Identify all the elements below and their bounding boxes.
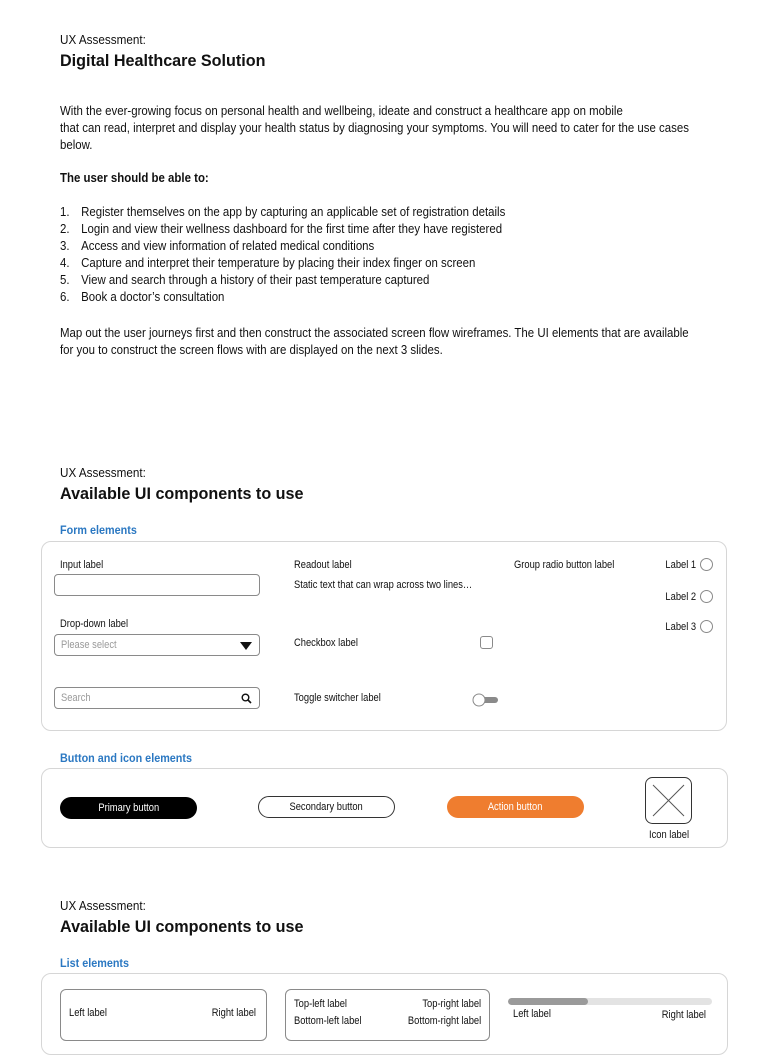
outro-line: for you to construct the screen flows with are displayed on the next 3 slides. [60, 342, 443, 357]
primary-button[interactable]: Primary button [60, 797, 197, 819]
list-item: 3. Access and view information of related medical conditions [60, 238, 375, 253]
list-item: 5. View and search through a history of their past temperature captured [60, 272, 430, 287]
radio-button-3[interactable] [700, 620, 713, 633]
list-item-simple[interactable] [60, 989, 267, 1041]
slide1-subheading: The user should be able to: [60, 170, 209, 185]
radio-label-1: Label 1 [665, 559, 696, 571]
text-input[interactable] [54, 574, 260, 596]
dropdown-select[interactable] [54, 634, 260, 656]
radio-label-2: Label 2 [665, 591, 696, 603]
checkbox[interactable] [480, 636, 493, 649]
secondary-button[interactable]: Secondary button [258, 796, 395, 818]
slide2-title: Available UI components to use [60, 484, 304, 503]
progress-bar-fill [508, 998, 588, 1005]
readout-label: Readout label [294, 559, 352, 571]
button-elements-heading: Button and icon elements [60, 751, 193, 765]
list-item-left-label: Left label [69, 1007, 107, 1019]
radio-group-label: Group radio button label [514, 559, 615, 571]
slide1-title: Digital Healthcare Solution [60, 51, 266, 70]
form-elements-heading: Form elements [60, 523, 137, 537]
action-button[interactable]: Action button [447, 796, 584, 818]
intro-line: below. [60, 137, 93, 152]
checkbox-label: Checkbox label [294, 637, 358, 649]
toggle-label: Toggle switcher label [294, 692, 381, 704]
search-placeholder: Search [61, 692, 91, 704]
dropdown-label: Drop-down label [60, 618, 129, 630]
list-elements-heading: List elements [60, 956, 130, 970]
slide3-kicker: UX Assessment: [60, 898, 146, 913]
list-elements-panel [41, 973, 728, 1055]
icon-label: Icon label [649, 829, 690, 841]
intro-line: that can read, interpret and display your health status by diagnosing your symptoms. You will need to cater for the use cases [60, 120, 689, 135]
form-elements-panel [41, 541, 727, 731]
list-item: 2. Login and view their wellness dashboard for the first time after they have registered [60, 221, 503, 236]
list-item: 6. Book a doctor’s consultation [60, 289, 225, 304]
slide2-kicker: UX Assessment: [60, 465, 146, 480]
bottom-right-label: Bottom-right label [407, 1015, 481, 1027]
radio-button-1[interactable] [700, 558, 713, 571]
intro-line: With the ever-growing focus on personal health and wellbeing, ideate and construct a healthcare app on mobile [60, 103, 623, 118]
search-input[interactable] [54, 687, 260, 709]
slide1-intro [60, 102, 711, 153]
outro-line: Map out the user journeys first and then construct the associated screen flow wireframes. The UI elements that are available [60, 325, 689, 340]
bottom-left-label: Bottom-left label [294, 1015, 362, 1027]
steps-list [60, 203, 711, 305]
search-icon [241, 693, 252, 704]
slide1-outro [60, 324, 711, 358]
slide3-title: Available UI components to use [60, 917, 304, 936]
top-right-label: Top-right label [422, 998, 481, 1010]
static-text: Static text that can wrap across two lines… [294, 579, 473, 591]
dropdown-placeholder: Please select [61, 639, 117, 651]
list-item: 4. Capture and interpret their temperature by placing their index finger on screen [60, 255, 476, 270]
radio-button-2[interactable] [700, 590, 713, 603]
list-item: 1. Register themselves on the app by capturing an applicable set of registration details [60, 204, 506, 219]
radio-label-3: Label 3 [665, 621, 696, 633]
toggle-switch[interactable] [472, 693, 500, 707]
placeholder-icon[interactable] [645, 777, 692, 824]
progress-bar [508, 998, 712, 1005]
input-label: Input label [60, 559, 104, 571]
chevron-down-icon [240, 642, 252, 650]
list-item-four-corner[interactable] [285, 989, 490, 1041]
list-item-right-label: Right label [211, 1007, 256, 1019]
top-left-label: Top-left label [294, 998, 348, 1010]
progress-left-label: Left label [513, 1008, 551, 1020]
progress-right-label: Right label [661, 1009, 706, 1021]
button-elements-panel [41, 768, 728, 848]
slide1-kicker: UX Assessment: [60, 32, 146, 47]
